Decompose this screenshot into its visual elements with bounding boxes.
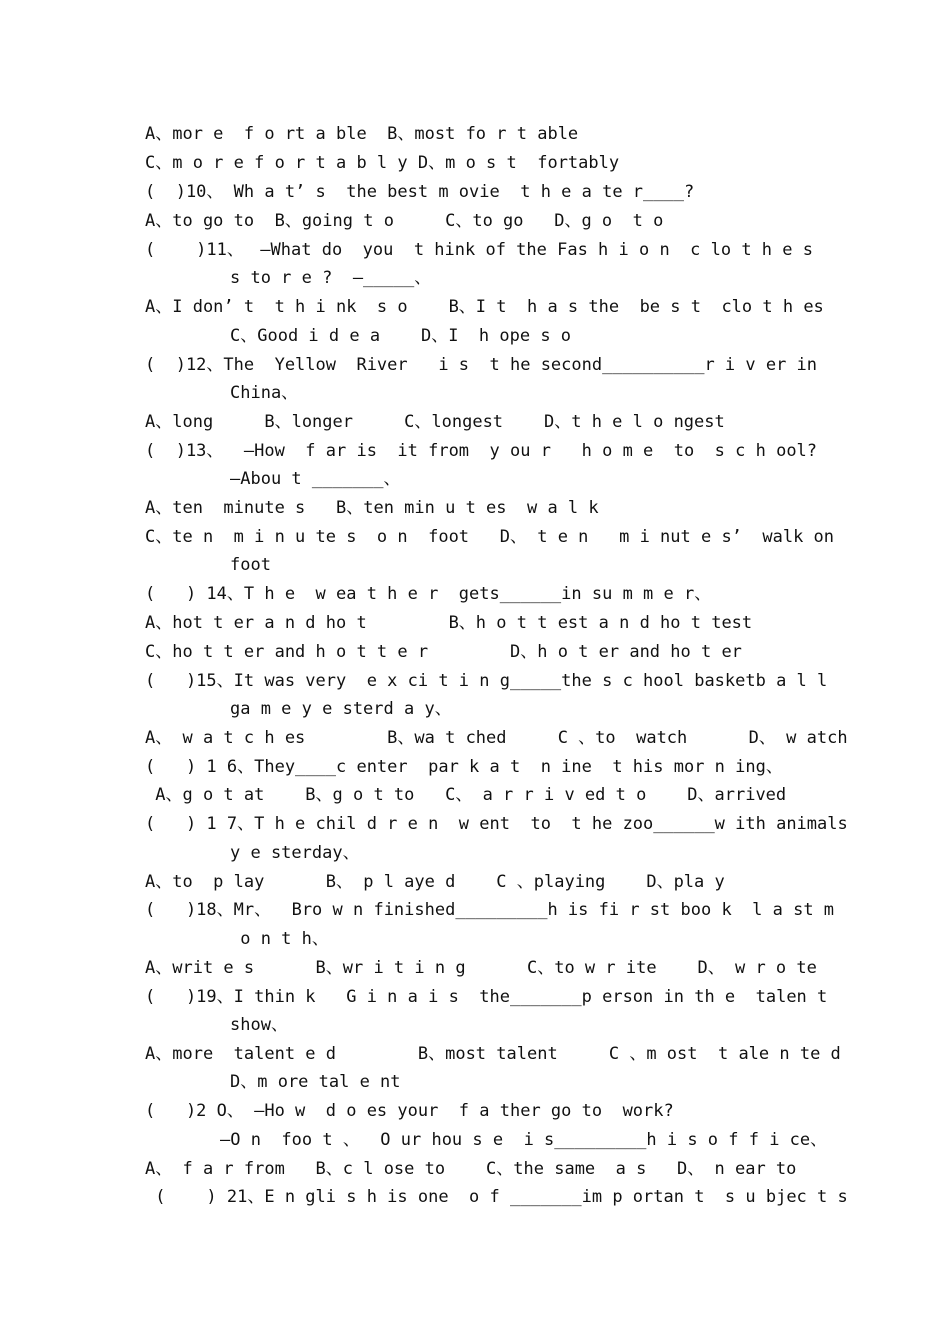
- question-continuation: —Abou t _______、: [230, 469, 401, 489]
- question-line: ( )2 O、 —Ho w d o es your f a ther go to work?: [145, 1101, 674, 1121]
- question-line: ( )19、I thin k G i n a i s the_______p erson in th e talen t: [145, 987, 828, 1007]
- option-line: A、 f a r from B、c l ose to C、the same a s D、 n ear to: [145, 1159, 797, 1179]
- option-line: A、more talent e d B、most talent C 、m ost t ale n te d: [145, 1044, 841, 1064]
- question-line: ( )12、The Yellow River i s t he second__________r i v er in: [145, 355, 818, 375]
- question-continuation: s to r e ? —_____、: [230, 268, 432, 288]
- question-continuation: o n t h、: [230, 929, 329, 949]
- option-continuation: D、m ore tal e nt: [230, 1072, 401, 1092]
- option-line: A、to go to B、going t o C、to go D、g o t o: [145, 211, 664, 231]
- question-line: ( )11、ﾠ—What do you t hink of the Fas h i o n c lo t h e s: [145, 240, 813, 260]
- option-line: A、 w a t c h es B、wa t ched C 、to watch D、 w atch: [145, 728, 848, 748]
- option-continuation: C、Good i d e a D、I h ope s o: [230, 326, 572, 346]
- option-line: A、ten minute s B、ten min u t es w a l k: [145, 498, 599, 518]
- option-line: A、to p lay B、 p l aye d C 、playing D、pla y: [145, 872, 725, 892]
- option-line: A、mor e f o rt a ble B、most fo r t able: [145, 124, 579, 144]
- option-line: C、ho t t er and h o t t e r D、h o t er and ho t er: [145, 642, 742, 662]
- question-line: ( ) 1 6、They____c enter par k a t n ine t his mor n ing、: [145, 757, 783, 777]
- option-line: A、I don’ t t h i nk s o B、I t h a s the be s t clo t h es: [145, 297, 824, 317]
- question-continuation: y e sterday、: [230, 843, 360, 863]
- option-line: C、m o r e f o r t a b l y D、m o s t fortably: [145, 153, 620, 173]
- option-line: A、writ e s B、wr i t i n g C、to w r ite D、 w r o te: [145, 958, 817, 978]
- question-continuation: —O n foo t 、 O ur hou s e i s_________h i s o f f i ce、: [220, 1130, 828, 1150]
- option-line: A、hot t er a n d ho t B、h o t t est a n d ho t test: [145, 613, 753, 633]
- question-continuation: ga m e y e sterd a y、: [230, 699, 452, 719]
- option-line: A、g o t at B、g o t to C、 a r r i v ed t o D、arrived: [145, 785, 787, 805]
- question-line: ( )13、 —How f ar is it from y ou r h o m e to s c h ool?: [145, 441, 818, 461]
- question-line: ( )18、Mr、 Bro w n finished_________h is fi r st boo k l a st m: [145, 900, 835, 920]
- question-line: ( ) 21、E n gli s h is one o f _______im p ortan t s u bjec t s: [145, 1187, 848, 1207]
- question-line: ( ) 1 7、T h e chil d r e n w ent to t he zoo______w ith animals: [145, 814, 848, 834]
- question-continuation: China、: [230, 383, 299, 403]
- question-line: ( ) 14、T h e w ea t h e r gets______in su m m e r、: [145, 584, 712, 604]
- option-line: C、te n m i n u te s o n foot D、 t e n m i nut e s’ walk on: [145, 527, 835, 547]
- question-line: ( )10、 Wh a t’ s the best m ovie t h e a te r____?: [145, 182, 695, 202]
- option-continuation: foot: [230, 555, 271, 575]
- option-line: A、long B、longer C、longest D、t h e l o ngest: [145, 412, 725, 432]
- question-line: ( )15、It was very e x ci t i n g_____the s c hool basketb a l l: [145, 671, 828, 691]
- question-continuation: show、: [230, 1015, 288, 1035]
